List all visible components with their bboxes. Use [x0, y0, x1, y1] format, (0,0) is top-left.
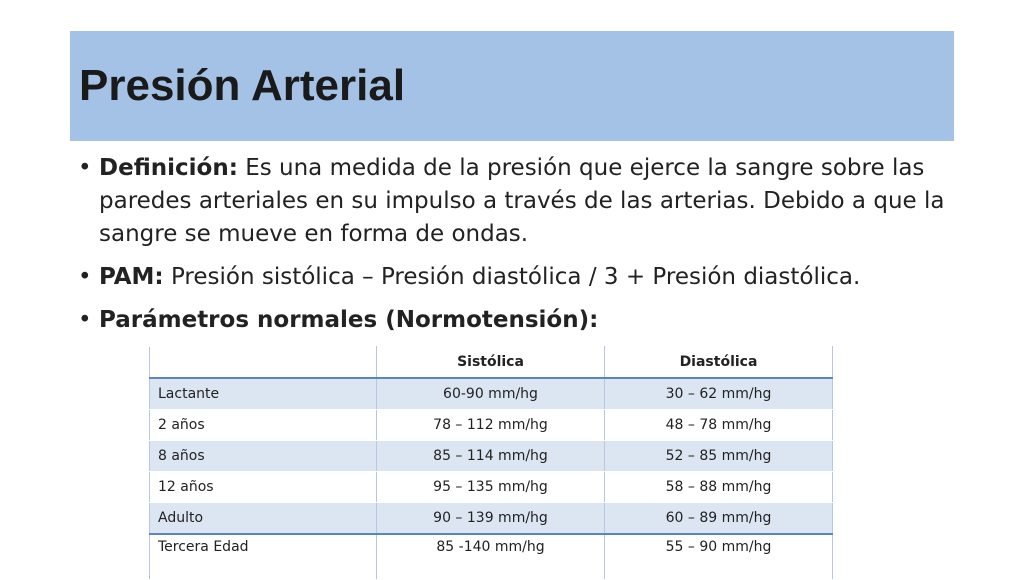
row-label: Tercera Edad: [150, 534, 377, 580]
diastolica-cell: 30 – 62 mm/hg: [605, 378, 833, 410]
title-bar: [70, 31, 954, 141]
diastolica-cell: 60 – 89 mm/hg: [605, 503, 833, 535]
row-label: 12 años: [150, 472, 377, 503]
row-label: Lactante: [150, 378, 377, 410]
table-row: [150, 503, 833, 535]
sistolica-cell: 90 – 139 mm/hg: [377, 503, 605, 535]
header-cell-sistolica: Sistólica: [377, 347, 605, 379]
row-label: 2 años: [150, 410, 377, 441]
row-label: 8 años: [150, 441, 377, 472]
table-row: [150, 472, 833, 503]
table-header-row: [150, 347, 833, 379]
bullet-definition: [78, 152, 958, 251]
sistolica-cell: 60-90 mm/hg: [377, 378, 605, 410]
bullet-label: Parámetros normales (Normotensión):: [99, 307, 599, 333]
sistolica-cell: 95 – 135 mm/hg: [377, 472, 605, 503]
bullet-dot-icon: •: [78, 307, 92, 333]
row-label: Adulto: [150, 503, 377, 535]
sistolica-cell: 85 -140 mm/hg: [377, 534, 605, 580]
bullet-dot-icon: •: [78, 264, 92, 290]
table-row: [150, 410, 833, 441]
bullet-parametros: [78, 304, 958, 337]
table-row: [150, 441, 833, 472]
header-cell-empty: [150, 347, 377, 379]
diastolica-cell: 52 – 85 mm/hg: [605, 441, 833, 472]
sistolica-cell: 85 – 114 mm/hg: [377, 441, 605, 472]
blood-pressure-table: [149, 346, 833, 580]
diastolica-cell: 48 – 78 mm/hg: [605, 410, 833, 441]
table-row: [150, 378, 833, 410]
bullet-label: Definición:: [99, 155, 238, 181]
bullet-pam: [78, 261, 958, 294]
bullet-text: Es una medida de la presión que ejerce la sangre sobre las paredes arteriales en su impulso a través de las arterias. Debido a que la sangre se mueve en forma de ondas.: [99, 155, 945, 247]
slide-title: Presión Arterial: [79, 61, 406, 110]
sistolica-cell: 78 – 112 mm/hg: [377, 410, 605, 441]
diastolica-cell: 58 – 88 mm/hg: [605, 472, 833, 503]
bullet-dot-icon: •: [78, 155, 92, 181]
diastolica-cell: 55 – 90 mm/hg: [605, 534, 833, 580]
header-cell-diastolica: Diastólica: [605, 347, 833, 379]
bullet-text: Presión sistólica – Presión diastólica / 3 + Presión diastólica.: [163, 264, 861, 290]
bullet-label: PAM:: [99, 264, 164, 290]
table-row: [150, 534, 833, 580]
bullet-list: [78, 152, 958, 347]
